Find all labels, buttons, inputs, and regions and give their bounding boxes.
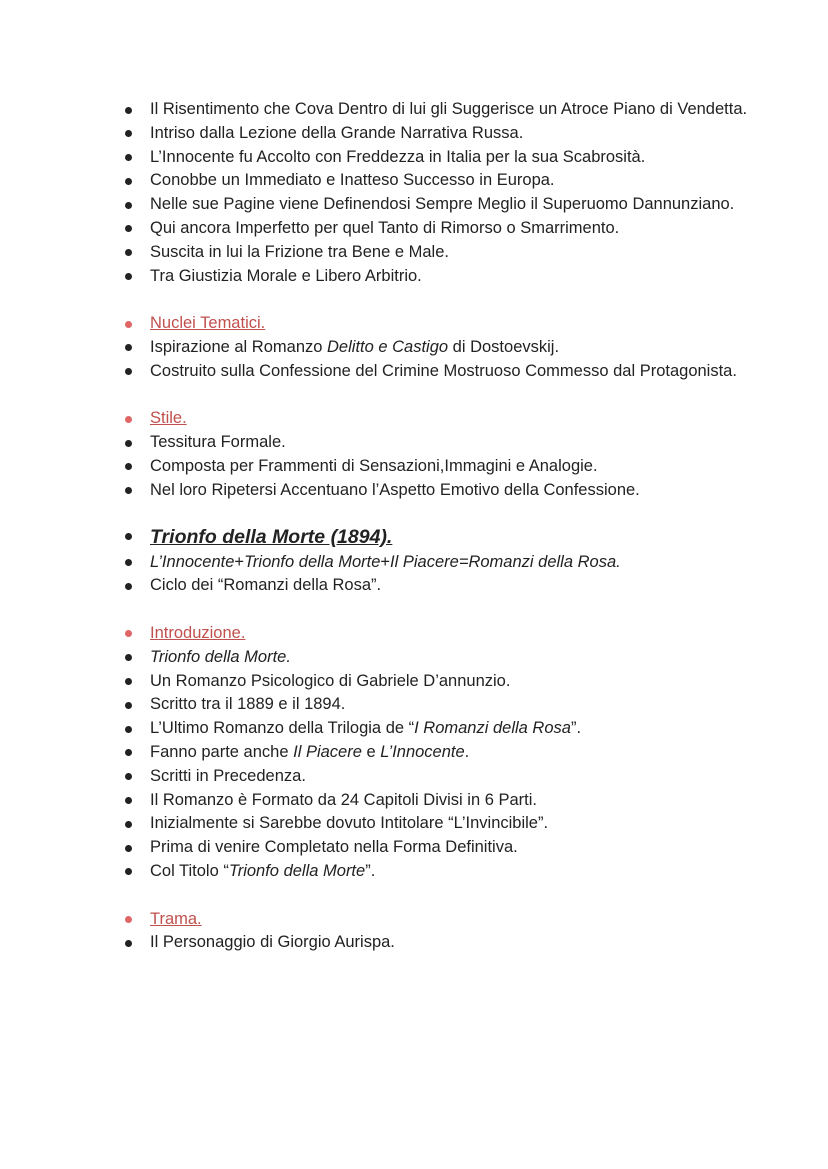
list-item: L’Ultimo Romanzo della Trilogia de “I Romanzi della Rosa”. (124, 717, 764, 741)
list-item: Il Personaggio di Giorgio Aurispa. (124, 931, 764, 955)
list-item: Tra Giustizia Morale e Libero Arbitrio. (124, 265, 764, 289)
section-heading-nuclei[interactable]: Nuclei Tematici. (124, 312, 764, 336)
spacer (124, 503, 764, 523)
list-item: Fanno parte anche Il Piacere e L’Innocente. (124, 741, 764, 765)
list-item: Trionfo della Morte. (124, 646, 764, 670)
list-item: Intriso dalla Lezione della Grande Narrativa Russa. (124, 122, 764, 146)
bullet-list (124, 98, 764, 955)
list-item: Scritti in Precedenza. (124, 765, 764, 789)
list-item: Nelle sue Pagine viene Definendosi Sempre Meglio il Superuomo Dannunziano. (124, 193, 764, 217)
list-item: Scritto tra il 1889 e il 1894. (124, 693, 764, 717)
section-heading-trama[interactable]: Trama. (124, 908, 764, 932)
list-item: L’Innocente fu Accolto con Freddezza in Italia per la sua Scabrosità. (124, 146, 764, 170)
list-item: Nel loro Ripetersi Accentuano l’Aspetto Emotivo della Confessione. (124, 479, 764, 503)
spacer (124, 884, 764, 908)
list-item: L’Innocente+Trionfo della Morte+Il Piacere=Romanzi della Rosa. (124, 551, 764, 575)
list-item: Un Romanzo Psicologico di Gabriele D’annunzio. (124, 670, 764, 694)
section-heading-stile[interactable]: Stile. (124, 407, 764, 431)
list-item: Tessitura Formale. (124, 431, 764, 455)
list-item: Costruito sulla Confessione del Crimine Mostruoso Commesso dal Protagonista. (124, 360, 764, 384)
list-item: Ispirazione al Romanzo Delitto e Castigo di Dostoevskij. (124, 336, 764, 360)
list-item: Prima di venire Completato nella Forma Definitiva. (124, 836, 764, 860)
list-item: Il Risentimento che Cova Dentro di lui gli Suggerisce un Atroce Piano di Vendetta. (124, 98, 764, 122)
section-heading-introduzione[interactable]: Introduzione. (124, 622, 764, 646)
list-item: Il Romanzo è Formato da 24 Capitoli Divisi in 6 Parti. (124, 789, 764, 813)
spacer (124, 384, 764, 408)
spacer (124, 288, 764, 312)
section-title-trionfo: Trionfo della Morte (1894). (124, 523, 764, 551)
list-item: Suscita in lui la Frizione tra Bene e Male. (124, 241, 764, 265)
list-item: Ciclo dei “Romanzi della Rosa”. (124, 574, 764, 598)
list-item: Col Titolo “Trionfo della Morte”. (124, 860, 764, 884)
list-item: Qui ancora Imperfetto per quel Tanto di Rimorso o Smarrimento. (124, 217, 764, 241)
list-item: Composta per Frammenti di Sensazioni,Immagini e Analogie. (124, 455, 764, 479)
spacer (124, 598, 764, 622)
list-item: Conobbe un Immediato e Inatteso Successo in Europa. (124, 169, 764, 193)
list-item: Inizialmente si Sarebbe dovuto Intitolare “L’Invincibile”. (124, 812, 764, 836)
